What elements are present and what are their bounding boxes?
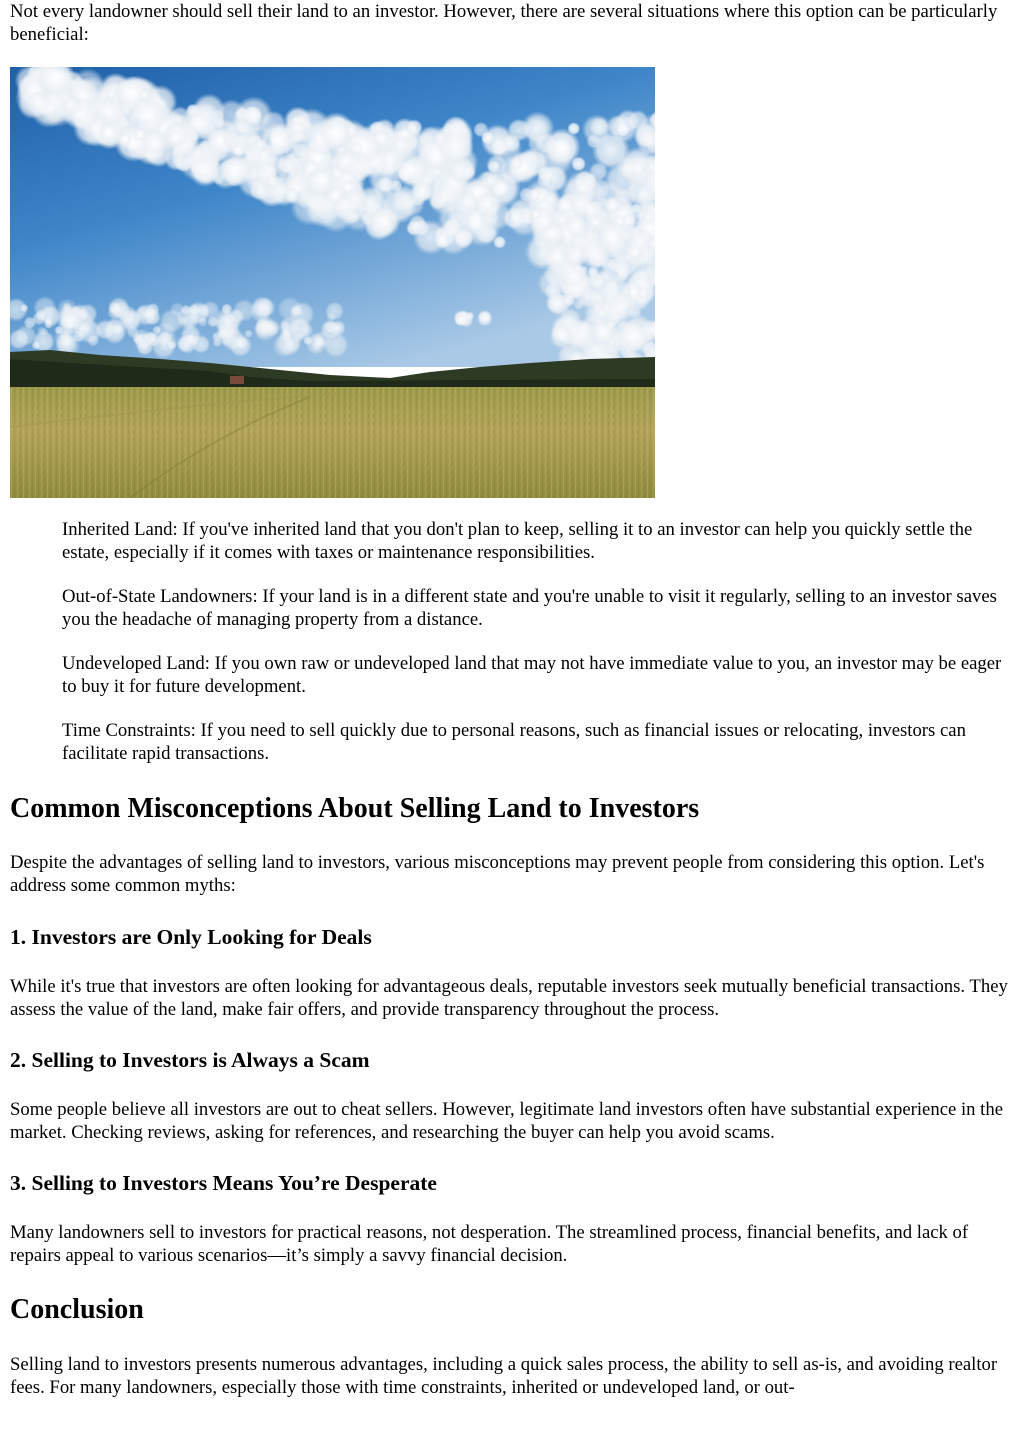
list-item: Time Constraints: If you need to sell quickly due to personal reasons, such as financial issues or relocating, investors can facilitate rapid transactions. — [62, 720, 966, 764]
myth-1-heading: 1. Investors are Only Looking for Deals — [10, 925, 372, 949]
myth-1-text: While it's true that investors are often looking for advantageous deals, reputable investors seek mutually beneficial transactions. They assess the value of the land, make fair offers, and provide transparency throughout the process. — [10, 976, 1008, 1020]
list-item: Undeveloped Land: If you own raw or undeveloped land that may not have immediate value to you, an investor may be eager to buy it for future development. — [62, 653, 1002, 697]
myth-2-text: Some people believe all investors are out to cheat sellers. However, legitimate land investors often have substantial experience in the market. Checking reviews, asking for references, and researching the buyer can help you avoid scams. — [10, 1099, 1003, 1143]
list-item: Out-of-State Landowners: If your land is in a different state and you're unable to visit it regularly, selling to an investor saves you the headache of managing property from a distance. — [62, 586, 997, 630]
situations-list — [62, 518, 1012, 786]
myth-3-heading: 3. Selling to Investors Means You’re Desperate — [10, 1171, 437, 1195]
wheat-field-sky-photo — [10, 67, 655, 498]
conclusion-heading: Conclusion — [10, 1294, 144, 1325]
conclusion-text: Selling land to investors presents numerous advantages, including a quick sales process, the ability to sell as-is, and avoiding realtor fees. For many landowners, especially those with time constraints, inherited or undeveloped land, or out- — [10, 1354, 998, 1398]
myth-3-text: Many landowners sell to investors for practical reasons, not desperation. The streamlined process, financial benefits, and lack of repairs appeal to various scenarios—it’s simply a savvy financial decision. — [10, 1222, 969, 1266]
myth-2-heading: 2. Selling to Investors is Always a Scam — [10, 1048, 370, 1072]
intro-paragraph: Not every landowner should sell their land to an investor. However, there are several situations where this option can be particularly beneficial: — [10, 1, 998, 45]
list-item: Inherited Land: If you've inherited land that you don't plan to keep, selling it to an investor can help you quickly settle the estate, especially if it comes with taxes or maintenance responsibilities. — [62, 519, 973, 563]
misconceptions-intro: Despite the advantages of selling land to investors, various misconceptions may prevent people from considering this option. Let's address some common myths: — [10, 852, 985, 896]
misconceptions-heading: Common Misconceptions About Selling Land to Investors — [10, 793, 700, 824]
